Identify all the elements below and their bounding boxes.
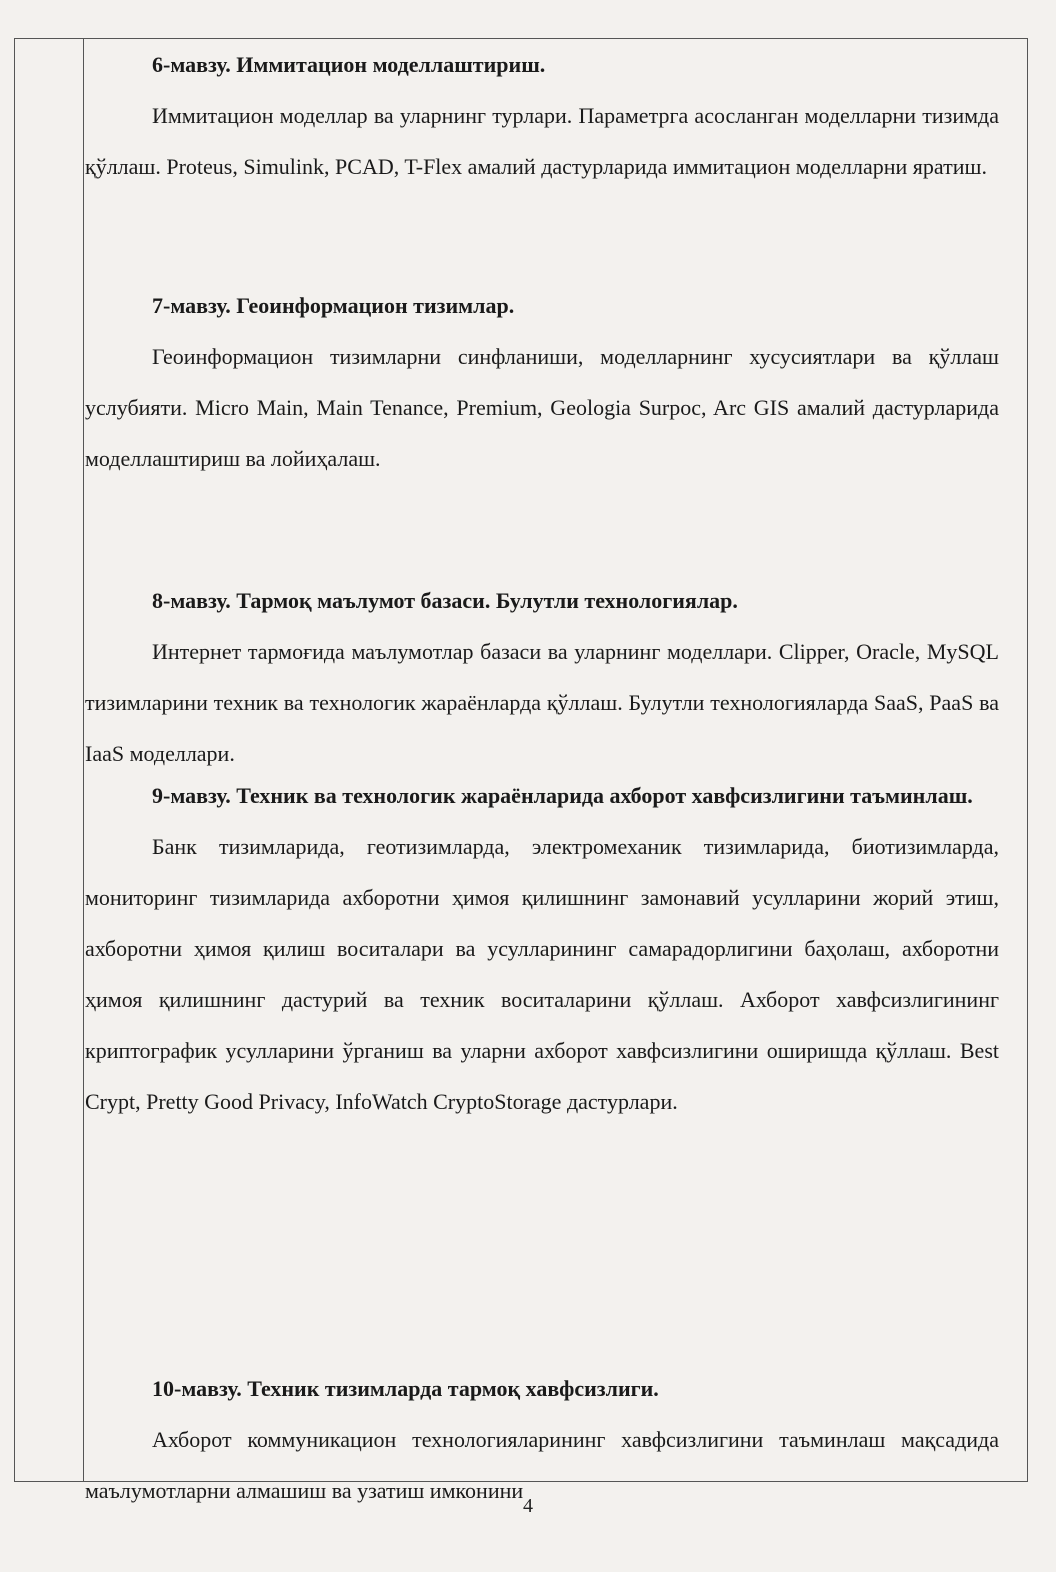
section-6-heading: 6-мавзу. Иммитацион моделлаштириш. [152, 52, 546, 77]
page-number: 4 [523, 1495, 533, 1517]
section-9-heading: 9-мавзу. Техник ва технологик жараёнларида ахборот хавфсизлигини таъминлаш. [152, 783, 973, 808]
section-7-heading: 7-мавзу. Геоинформацион тизимлар. [152, 293, 515, 318]
section-6-body: Иммитацион моделлар ва уларнинг турлари. Параметрга асосланган моделларни тизимда қўллаш. Proteus, Simulink, PCAD, T-Flex амалий дастурларида иммитацион моделларни яратиш. [85, 103, 999, 179]
section-10 [85, 1363, 999, 1516]
section-9 [85, 770, 999, 1127]
section-7-body: Геоинформацион тизимларни синфланиши, моделларнинг хусусиятлари ва қўллаш услубияти. Micro Main, Main Tenance, Premium, Geologia Surpoc, Arc GIS амалий дастурларида моделлаштириш ва лойиҳалаш. [85, 344, 999, 471]
section-7 [85, 280, 999, 484]
page-content [85, 39, 999, 1503]
section-8-body: Интернет тармоғида маълумотлар базаси ва уларнинг моделлари. Clipper, Oracle, MySQL тизимларини техник ва технологик жараёнларда қўллаш. Булутли технологияларда SaaS, PaaS ва IaaS моделлари. [85, 639, 999, 766]
section-10-heading: 10-мавзу. Техник тизимларда тармоқ хавфсизлиги. [152, 1376, 659, 1401]
margin-rule [83, 39, 84, 1481]
section-8-heading: 8-мавзу. Тармоқ маълумот базаси. Булутли технологиялар. [152, 588, 738, 613]
section-9-body: Банк тизимларида, геотизимларда, электромеханик тизимларида, биотизимларда, мониторинг тизимларида ахборотни ҳимоя қилишнинг замонавий усулларини жорий этиш, ахборотни ҳимоя қилиш воситалари ва усулларининг самарадорлигини баҳолаш, ахборотни ҳимоя қилишнинг дастурий ва техник воситаларини қўллаш. Ахборот хавфсизлигининг криптографик усулларини ўрганиш ва уларни ахборот хавфсизлигини оширишда қўллаш. Best Crypt, Pretty Good Privacy, InfoWatch CryptoStorage дастурлари. [85, 834, 999, 1114]
page-frame [14, 38, 1028, 1503]
section-8 [85, 575, 999, 779]
section-6 [85, 39, 999, 192]
section-10-body: Ахборот коммуникацион технологияларининг хавфсизлигини таъминлаш мақсадида маълумотларни алмашиш ва узатиш имконини [85, 1427, 999, 1503]
